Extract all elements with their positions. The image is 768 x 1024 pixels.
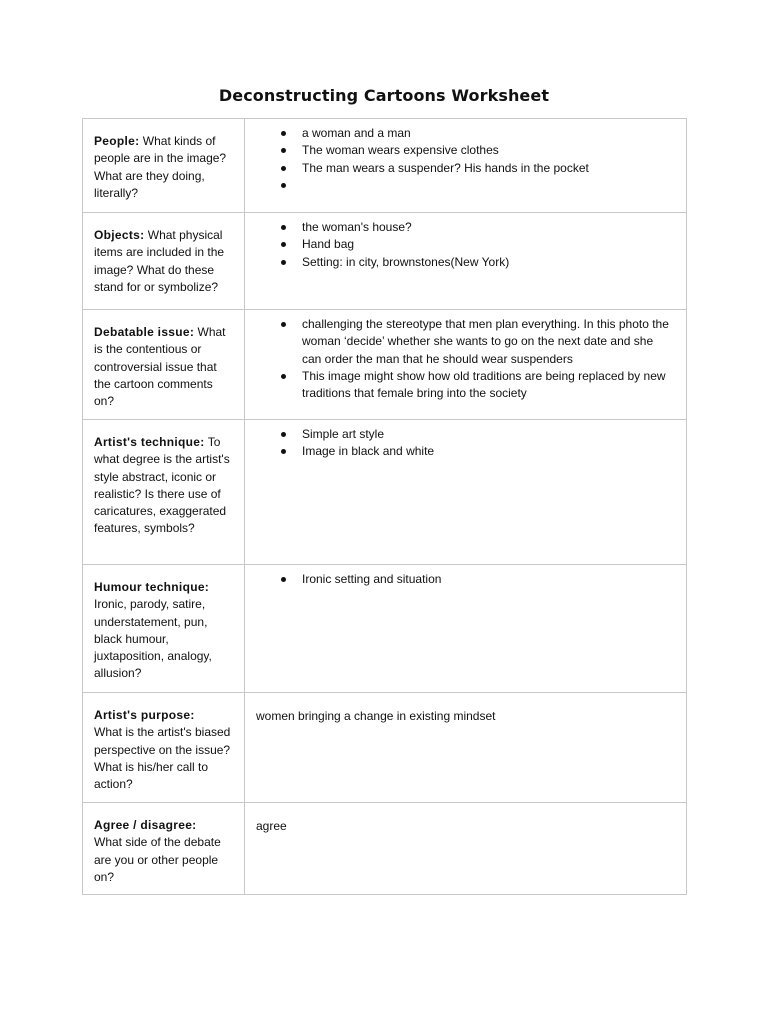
bullet-icon	[281, 260, 286, 265]
list-item	[302, 160, 672, 177]
list-item	[302, 316, 672, 368]
list-item	[302, 254, 672, 271]
question-text: What physical items are included in the image? What do these stand for or symbolize?	[94, 228, 225, 294]
answer-list	[245, 316, 672, 402]
bullet-icon	[281, 242, 286, 247]
bullet-icon	[281, 183, 286, 188]
list-item-text: challenging the stereotype that men plan everything. In this photo the woman ‘decide’ whether she wants to go on the next date and she can order the man that he should wear suspenders	[302, 317, 669, 366]
question-cell	[83, 565, 245, 693]
bullet-icon	[281, 166, 286, 171]
page-title: Deconstructing Cartoons Worksheet	[218, 86, 550, 105]
answer-text: women bringing a change in existing mindset	[256, 709, 496, 723]
bullet-icon	[281, 148, 286, 153]
bullet-icon	[281, 225, 286, 230]
bullet-icon	[281, 432, 286, 437]
answer-list	[245, 426, 672, 461]
bullet-icon	[281, 131, 286, 136]
list-item-text: Setting: in city, brownstones(New York)	[302, 254, 510, 269]
bullet-icon	[281, 322, 286, 327]
answer-cell	[245, 119, 687, 213]
answer-list	[245, 571, 672, 588]
list-item-text: This image might show how old traditions are being replaced by new traditions that female bring into the society	[302, 368, 666, 401]
list-item-text: Ironic setting and situation	[302, 572, 442, 586]
bullet-icon	[281, 374, 286, 379]
row-objects	[83, 213, 687, 310]
question-label: Artist's purpose:	[94, 708, 195, 722]
worksheet-table	[82, 118, 687, 895]
list-item	[302, 236, 672, 253]
list-item-text: The woman wears expensive clothes	[302, 143, 499, 158]
answer-cell	[245, 310, 687, 420]
list-item	[302, 571, 672, 588]
list-item	[302, 219, 672, 236]
list-item	[302, 177, 672, 194]
list-item	[302, 125, 672, 142]
list-item	[302, 426, 672, 443]
list-item-text: Hand bag	[302, 237, 355, 252]
row-debatable-issue	[83, 310, 687, 420]
row-humour-technique	[83, 565, 687, 693]
row-agree-disagree	[83, 803, 687, 895]
row-people	[83, 119, 687, 213]
question-cell	[83, 213, 245, 310]
row-artists-purpose	[83, 693, 687, 803]
question-cell	[83, 803, 245, 895]
list-item-text: a woman and a man	[302, 126, 411, 140]
question-text: Ironic, parody, satire, understatement, pun, black humour, juxtaposition, analogy, allusion?	[94, 597, 212, 681]
answer-text: agree	[256, 819, 287, 833]
answer-cell	[245, 213, 687, 310]
question-label: Objects:	[94, 228, 145, 242]
list-item	[302, 142, 672, 159]
question-text: What kinds of people are in the image? What are they doing, literally?	[94, 134, 227, 200]
row-artists-technique	[83, 420, 687, 565]
list-item-text: The man wears a suspender? His hands in the pocket	[302, 160, 589, 175]
answer-cell	[245, 803, 687, 895]
question-label: People:	[94, 134, 140, 148]
question-label: Agree / disagree:	[94, 818, 197, 832]
question-text: What side of the debate are you or other people on?	[94, 835, 221, 884]
question-text: What is the artist's biased perspective on the issue? What is his/her call to action?	[94, 725, 231, 792]
question-text: To what degree is the artist's style abstract, iconic or realistic? Is there use of caricatures, exaggerated features, symbols?	[94, 435, 230, 536]
list-item-text: Simple art style	[302, 427, 385, 441]
answer-cell	[245, 565, 687, 693]
bullet-icon	[281, 449, 286, 454]
bullet-icon	[281, 577, 286, 582]
list-item	[302, 368, 672, 403]
list-item-text: Image in black and white	[302, 444, 435, 459]
answer-list	[245, 219, 672, 271]
answer-list	[245, 125, 672, 194]
question-cell	[83, 119, 245, 213]
question-label: Artist's technique:	[94, 435, 205, 449]
list-item-text: the woman's house?	[302, 220, 412, 234]
answer-cell	[245, 693, 687, 803]
question-text: What is the contentious or controversial issue that the cartoon comments on?	[94, 325, 226, 409]
question-label: Debatable issue:	[94, 325, 195, 339]
question-cell	[83, 310, 245, 420]
question-label: Humour technique:	[94, 580, 210, 594]
list-item	[302, 443, 672, 460]
question-cell	[83, 693, 245, 803]
answer-cell	[245, 420, 687, 565]
question-cell	[83, 420, 245, 565]
